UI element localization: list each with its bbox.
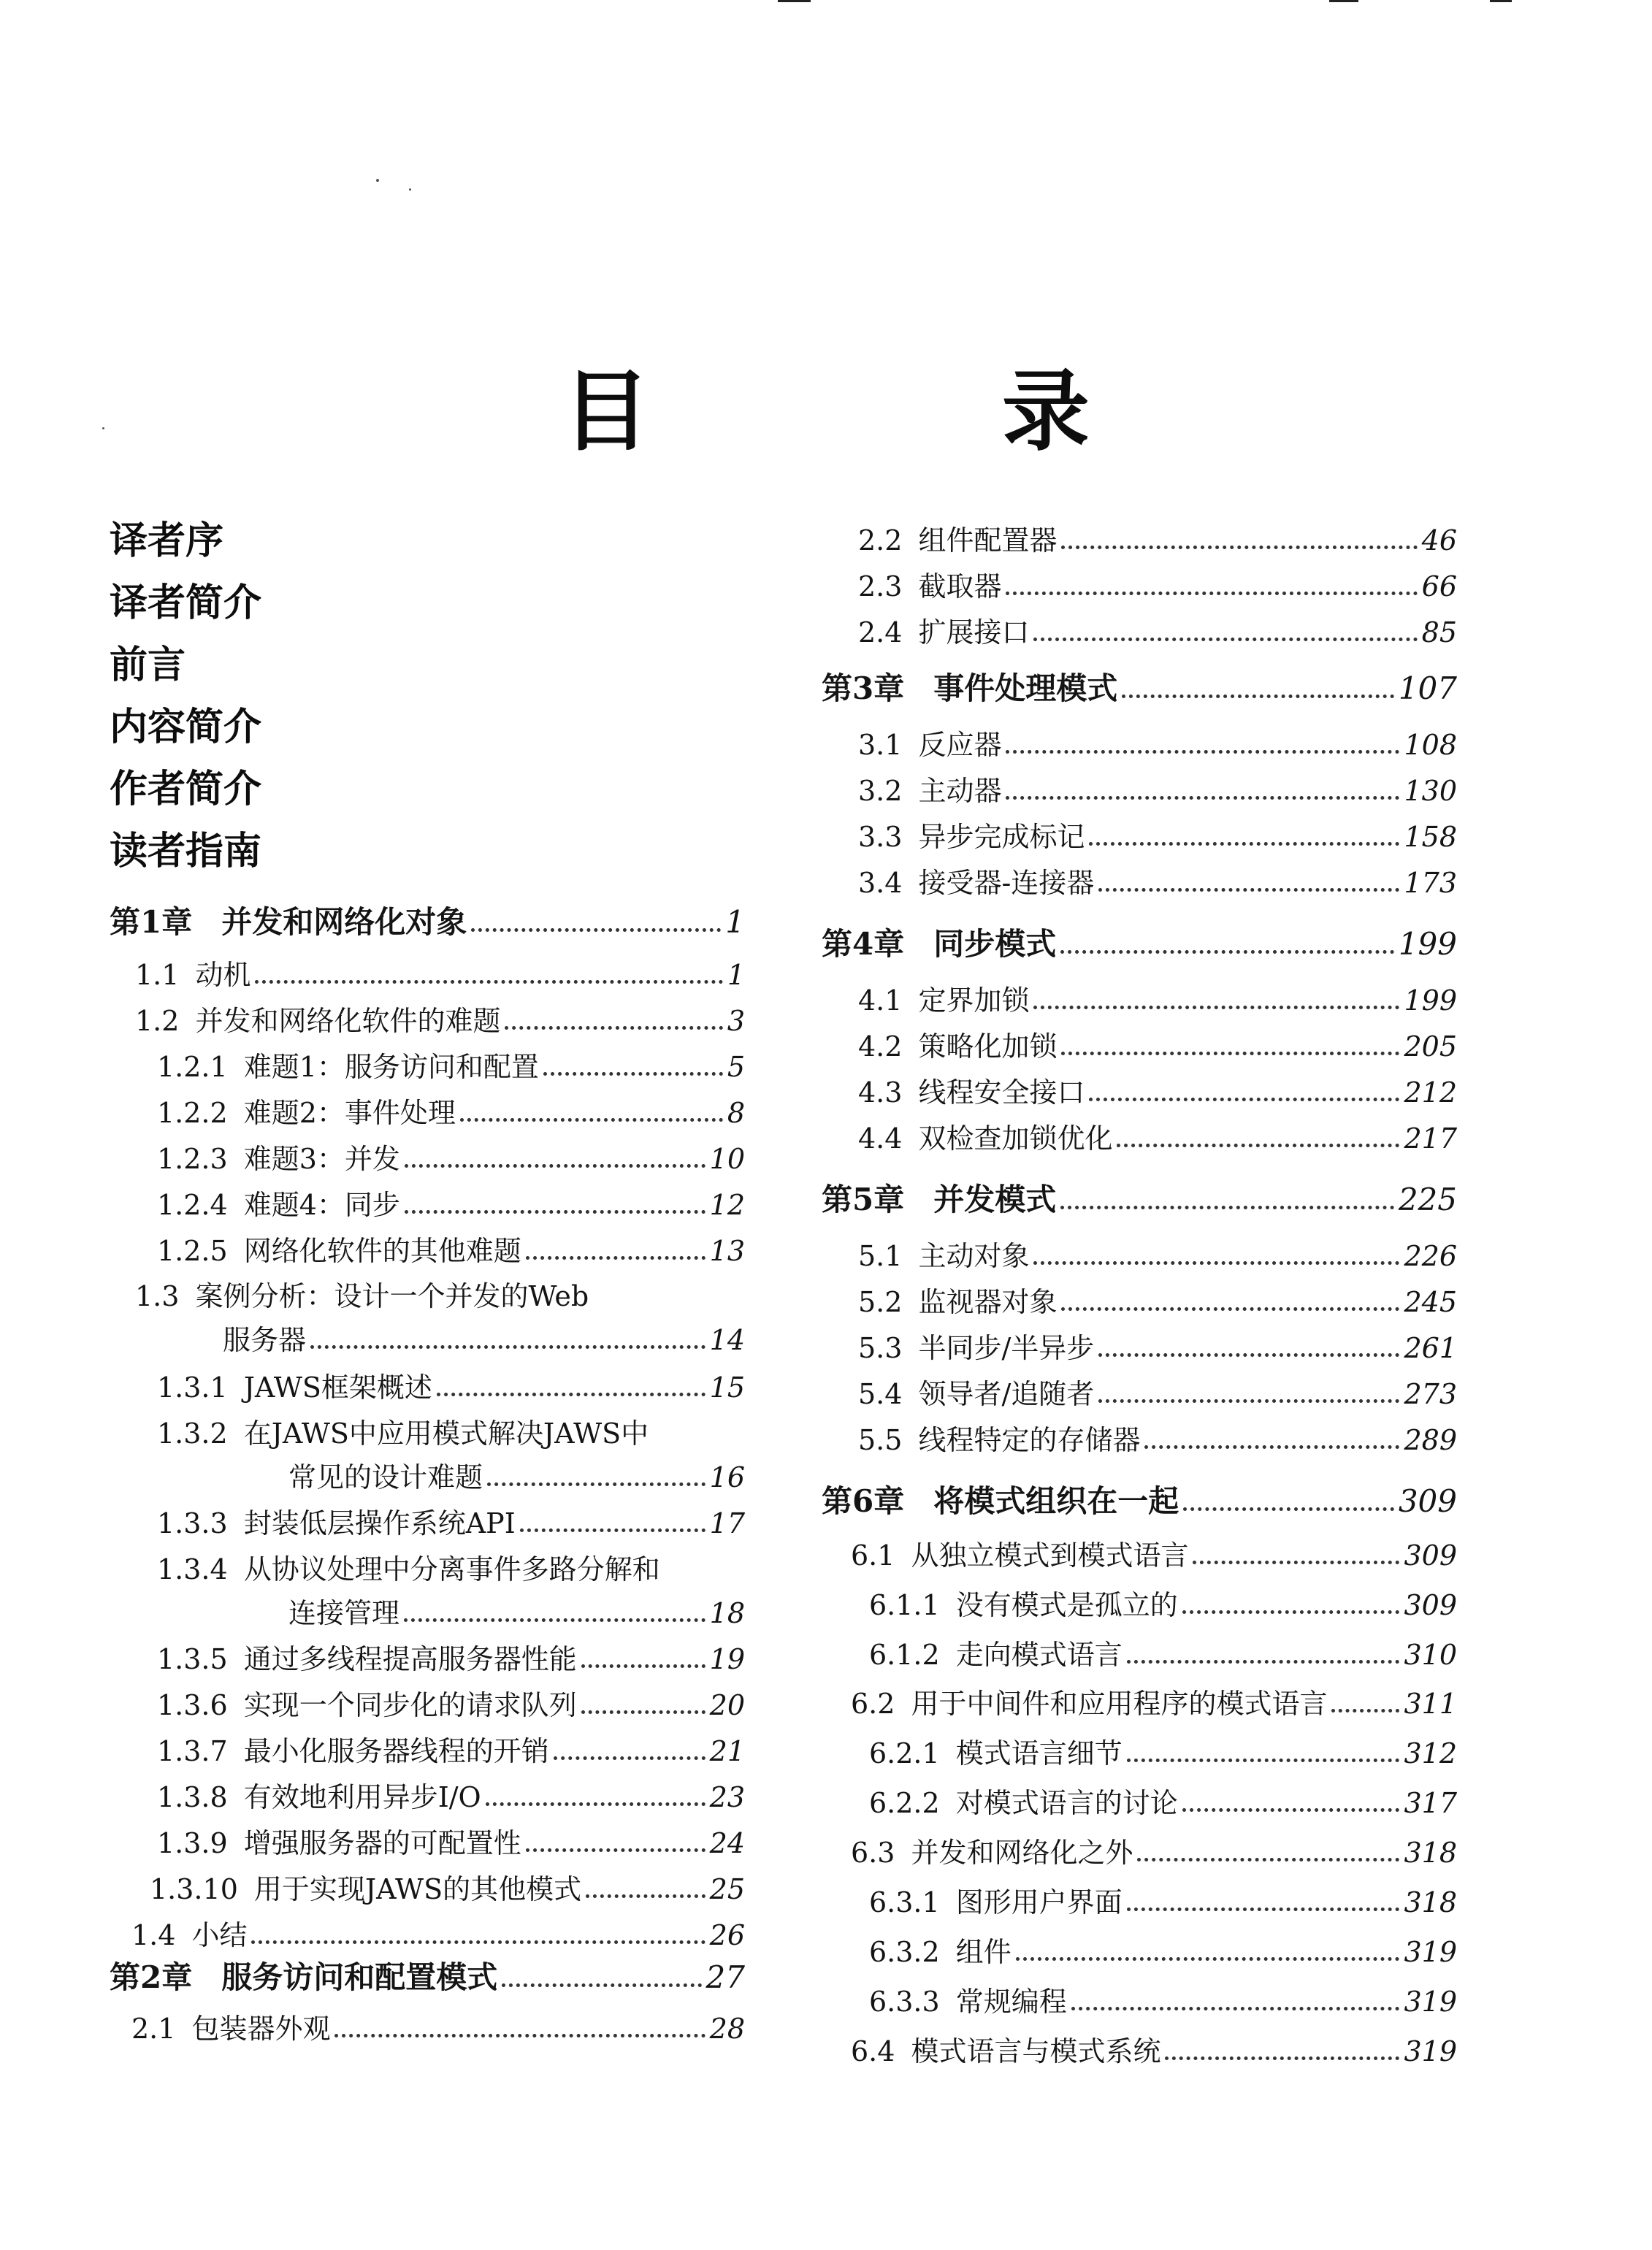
page-number: 309 xyxy=(1404,1589,1457,1621)
entry-title: 没有模式是孤立的 xyxy=(955,1589,1178,1621)
toc-section-entry[interactable] xyxy=(858,526,1457,556)
dot-leader xyxy=(1182,1808,1400,1812)
page-number: 26 xyxy=(709,1919,745,1951)
entry-number: 第3章 xyxy=(822,670,905,706)
entry-title: 事件处理模式 xyxy=(933,670,1118,706)
entry-number: 6.1 xyxy=(851,1539,895,1572)
page-number: 309 xyxy=(1404,1539,1457,1572)
dot-leader xyxy=(1006,592,1417,595)
dot-leader xyxy=(505,1026,722,1030)
dot-leader xyxy=(1098,888,1399,892)
page-number: 13 xyxy=(709,1235,745,1267)
page-number: 130 xyxy=(1404,775,1457,807)
toc-section-entry[interactable] xyxy=(858,618,1457,648)
front-matter-item[interactable]: 译者简介 xyxy=(110,581,262,625)
dot-leader xyxy=(1061,546,1417,549)
page-number: 289 xyxy=(1404,1424,1457,1456)
dot-leader xyxy=(471,928,721,932)
entry-title: 有效地利用异步I/O xyxy=(243,1781,481,1813)
page-number: 25 xyxy=(709,1873,745,1905)
page-number: 18 xyxy=(709,1597,745,1629)
page-number: 21 xyxy=(709,1735,745,1767)
toc-section-entry[interactable] xyxy=(150,1875,745,1905)
front-matter-item[interactable]: 读者指南 xyxy=(110,829,262,873)
page-number: 1 xyxy=(727,959,745,991)
scan-speck xyxy=(409,188,411,191)
page-number: 318 xyxy=(1404,1837,1457,1869)
dot-leader xyxy=(437,1393,705,1396)
toc-section-entry[interactable] xyxy=(157,1737,745,1767)
toc-section-entry[interactable] xyxy=(157,1555,745,1585)
scan-speck xyxy=(376,179,379,182)
dot-leader xyxy=(1127,1759,1400,1762)
entry-title: 增强服务器的可配置性 xyxy=(243,1827,521,1859)
toc-section-entry[interactable] xyxy=(858,822,1457,853)
entry-number: 6.2.2 xyxy=(869,1787,940,1819)
entry-title: 包装器外观 xyxy=(191,2013,331,2045)
entry-title-continued: 连接管理 xyxy=(288,1597,400,1629)
entry-title: 走向模式语言 xyxy=(955,1639,1123,1671)
entry-title: 对模式语言的讨论 xyxy=(955,1787,1178,1819)
entry-number: 4.1 xyxy=(858,984,903,1017)
entry-number: 6.1.1 xyxy=(869,1589,940,1621)
entry-number: 1.3.5 xyxy=(157,1643,228,1675)
entry-number: 6.1.2 xyxy=(869,1639,940,1671)
entry-title: 异步完成标记 xyxy=(918,821,1085,853)
dot-leader xyxy=(1122,694,1394,698)
page-number: 212 xyxy=(1404,1076,1457,1109)
page-number: 217 xyxy=(1404,1122,1457,1155)
page-number: 318 xyxy=(1404,1886,1457,1918)
entry-title: 模式语言细节 xyxy=(955,1737,1123,1769)
toc-section-entry[interactable] xyxy=(869,1739,1457,1769)
page-number: 24 xyxy=(709,1827,745,1859)
entry-number: 1.4 xyxy=(131,1919,176,1951)
entry-number: 5.5 xyxy=(858,1424,903,1456)
toc-section-entry[interactable] xyxy=(858,1287,1457,1318)
toc-section-entry[interactable] xyxy=(131,2014,745,2045)
entry-title: 动机 xyxy=(195,959,251,991)
front-matter-item[interactable]: 作者简介 xyxy=(110,767,262,811)
dot-leader xyxy=(334,2034,705,2037)
entry-number: 5.1 xyxy=(858,1240,903,1272)
entry-title: 用于中间件和应用程序的模式语言 xyxy=(911,1688,1328,1720)
page-number: 28 xyxy=(709,2013,745,2045)
page-number: 15 xyxy=(709,1371,745,1404)
entry-number: 6.3 xyxy=(851,1837,895,1869)
page-number: 66 xyxy=(1421,570,1457,602)
dot-leader xyxy=(1071,2007,1400,2010)
page-number: 3 xyxy=(727,1005,745,1037)
dot-leader xyxy=(526,1848,705,1852)
toc-chapter-entry[interactable] xyxy=(822,927,1457,961)
toc-chapter-entry[interactable] xyxy=(110,1961,745,1994)
entry-number: 2.1 xyxy=(131,2013,176,2045)
entry-number: 4.3 xyxy=(858,1076,903,1109)
page-number: 107 xyxy=(1398,670,1457,706)
dot-leader xyxy=(1117,1144,1399,1147)
entry-title: 图形用户界面 xyxy=(955,1886,1123,1918)
entry-number: 5.4 xyxy=(858,1378,903,1410)
entry-number: 6.3.3 xyxy=(869,1986,940,2018)
entry-title: 扩展接口 xyxy=(918,616,1030,648)
dot-leader xyxy=(1033,1006,1399,1009)
toc-section-entry[interactable] xyxy=(858,1078,1457,1109)
dot-leader xyxy=(487,1482,705,1486)
entry-title: 领导者/追随者 xyxy=(918,1378,1095,1410)
entry-title: 从协议处理中分离事件多路分解和 xyxy=(243,1553,660,1585)
scan-edge-mark xyxy=(778,0,811,2)
page-number: 261 xyxy=(1404,1332,1457,1364)
page-number: 27 xyxy=(705,1959,745,1995)
toc-section-entry[interactable] xyxy=(157,1783,745,1813)
entry-title: 通过多线程提高服务器性能 xyxy=(243,1643,577,1675)
toc-section-entry[interactable] xyxy=(858,1333,1457,1364)
page-number: 273 xyxy=(1404,1378,1457,1410)
toc-section-entry[interactable] xyxy=(157,1691,745,1721)
entry-title: 用于实现JAWS的其他模式 xyxy=(253,1873,582,1905)
page-number: 12 xyxy=(709,1189,745,1221)
entry-title: 截取器 xyxy=(918,570,1002,602)
dot-leader xyxy=(1165,2056,1399,2060)
entry-title: 小结 xyxy=(191,1919,248,1951)
dot-leader xyxy=(1331,1709,1399,1713)
entry-title: 线程特定的存储器 xyxy=(918,1424,1141,1456)
entry-title: 封装低层操作系统API xyxy=(243,1507,516,1539)
entry-title: 并发和网络化对象 xyxy=(221,904,467,940)
dot-leader xyxy=(486,1802,705,1806)
entry-number: 第1章 xyxy=(110,904,193,940)
entry-number: 1.1 xyxy=(135,959,180,991)
dot-leader xyxy=(1127,1907,1400,1911)
entry-title: 并发模式 xyxy=(933,1182,1057,1217)
toc-section-entry[interactable] xyxy=(869,1987,1457,2018)
page-number: 319 xyxy=(1404,1986,1457,2018)
entry-title-continued: 常见的设计难题 xyxy=(288,1461,483,1493)
dot-leader xyxy=(581,1664,705,1668)
dot-leader xyxy=(586,1894,705,1898)
dot-leader xyxy=(502,1983,701,1987)
dot-leader xyxy=(1193,1561,1399,1564)
toc-section-entry[interactable] xyxy=(157,1829,745,1859)
toc-chapter-entry[interactable] xyxy=(110,906,745,939)
toc-section-entry[interactable] xyxy=(135,960,745,991)
toc-section-entry[interactable] xyxy=(858,868,1457,899)
toc-section-entry[interactable] xyxy=(157,1509,745,1539)
entry-number: 1.2.5 xyxy=(157,1235,228,1267)
page-number: 226 xyxy=(1404,1240,1457,1272)
page-number: 173 xyxy=(1404,867,1457,899)
entry-number: 5.3 xyxy=(858,1332,903,1364)
toc-section-entry[interactable] xyxy=(858,730,1457,761)
dot-leader xyxy=(1183,1507,1394,1511)
entry-number: 1.2 xyxy=(135,1005,180,1037)
entry-number: 2.4 xyxy=(858,616,903,648)
dot-leader xyxy=(1006,750,1399,754)
dot-leader xyxy=(1033,638,1417,641)
toc-section-entry[interactable] xyxy=(858,1426,1457,1456)
entry-number: 6.2 xyxy=(851,1688,895,1720)
entry-number: 1.3.8 xyxy=(157,1781,228,1813)
entry-title: 模式语言与模式系统 xyxy=(911,2035,1161,2067)
dot-leader xyxy=(1060,950,1394,954)
toc-entry-continuation[interactable] xyxy=(223,1325,745,1356)
page-number: 199 xyxy=(1398,926,1457,962)
dot-leader xyxy=(1098,1399,1399,1403)
dot-leader xyxy=(460,1118,723,1122)
page-number: 319 xyxy=(1404,1936,1457,1968)
toc-section-entry[interactable] xyxy=(157,1419,745,1450)
toc-section-entry[interactable] xyxy=(869,1591,1457,1621)
entry-title: 反应器 xyxy=(918,729,1002,761)
entry-number: 3.2 xyxy=(858,775,903,807)
dot-leader xyxy=(405,1164,705,1168)
toc-section-entry[interactable] xyxy=(858,776,1457,807)
entry-title: 实现一个同步化的请求队列 xyxy=(243,1689,577,1721)
entry-number: 1.3.1 xyxy=(157,1371,228,1404)
entry-number: 5.2 xyxy=(858,1286,903,1318)
dot-leader xyxy=(1061,1052,1399,1055)
page-number: 245 xyxy=(1404,1286,1457,1318)
toc-section-entry[interactable] xyxy=(858,572,1457,602)
entry-title: 最小化服务器线程的开销 xyxy=(243,1735,549,1767)
front-matter-item[interactable]: 前言 xyxy=(110,643,186,687)
entry-title: 常规编程 xyxy=(955,1986,1067,2018)
entry-title: 服务访问和配置模式 xyxy=(221,1959,498,1995)
entry-title: 在JAWS中应用模式解决JAWS中 xyxy=(243,1417,649,1450)
toc-section-entry[interactable] xyxy=(858,1380,1457,1410)
entry-number: 6.3.2 xyxy=(869,1936,940,1968)
entry-title: 策略化加锁 xyxy=(918,1030,1058,1063)
entry-number: 1.3.6 xyxy=(157,1689,228,1721)
front-matter-item[interactable]: 译者序 xyxy=(110,519,224,563)
dot-leader xyxy=(1033,1261,1399,1265)
page-number: 199 xyxy=(1404,984,1457,1017)
entry-number: 1.2.3 xyxy=(157,1143,228,1175)
toc-section-entry[interactable] xyxy=(869,1888,1457,1918)
dot-leader xyxy=(255,980,722,984)
entry-title: 难题4：同步 xyxy=(243,1189,400,1221)
dot-leader xyxy=(1089,842,1399,846)
page-number: 317 xyxy=(1404,1787,1457,1819)
entry-title: 监视器对象 xyxy=(918,1286,1058,1318)
entry-number: 1.3.9 xyxy=(157,1827,228,1859)
toc-entry-continuation[interactable] xyxy=(288,1463,745,1493)
entry-number: 第6章 xyxy=(822,1483,905,1519)
toc-section-entry[interactable] xyxy=(851,2037,1457,2067)
dot-leader xyxy=(1127,1660,1400,1664)
entry-number: 1.2.2 xyxy=(157,1097,228,1129)
page-number: 16 xyxy=(709,1461,745,1493)
dot-leader xyxy=(543,1072,723,1076)
page-number: 319 xyxy=(1404,2035,1457,2067)
entry-number: 1.2.4 xyxy=(157,1189,228,1221)
entry-title: 半同步/半异步 xyxy=(918,1332,1095,1364)
toc-section-entry[interactable] xyxy=(135,1006,745,1037)
toc-section-entry[interactable] xyxy=(157,1144,745,1175)
entry-title: 定界加锁 xyxy=(918,984,1030,1017)
page-number: 311 xyxy=(1404,1688,1457,1720)
entry-number: 4.4 xyxy=(858,1122,903,1155)
page-number: 23 xyxy=(709,1781,745,1813)
entry-number: 3.1 xyxy=(858,729,903,761)
page-number: 108 xyxy=(1404,729,1457,761)
entry-title: 双检查加锁优化 xyxy=(918,1122,1113,1155)
entry-title: 线程安全接口 xyxy=(918,1076,1085,1109)
toc-section-entry[interactable] xyxy=(869,1937,1457,1968)
toc-section-entry[interactable] xyxy=(157,1236,745,1267)
entry-number: 1.3.2 xyxy=(157,1417,228,1450)
entry-number: 3.3 xyxy=(858,821,903,853)
entry-number: 2.2 xyxy=(858,524,903,556)
toc-section-entry[interactable] xyxy=(157,1098,745,1129)
entry-number: 1.3.10 xyxy=(150,1873,238,1905)
dot-leader xyxy=(520,1528,705,1532)
dot-leader xyxy=(1144,1445,1399,1449)
entry-title: 主动对象 xyxy=(918,1240,1030,1272)
entry-title: 组件 xyxy=(955,1936,1012,1968)
page-number: 158 xyxy=(1404,821,1457,853)
dot-leader xyxy=(526,1256,705,1260)
page-number: 19 xyxy=(709,1643,745,1675)
entry-title: 同步模式 xyxy=(933,926,1057,962)
entry-number: 1.3 xyxy=(135,1280,180,1312)
page-title: 目 录 xyxy=(562,361,1250,463)
toc-section-entry[interactable] xyxy=(157,1190,745,1221)
toc-section-entry[interactable] xyxy=(869,1640,1457,1671)
entry-title: 案例分析：设计一个并发的Web xyxy=(195,1280,589,1312)
entry-title: JAWS框架概述 xyxy=(243,1371,432,1404)
entry-number: 6.3.1 xyxy=(869,1886,940,1918)
toc-section-entry[interactable] xyxy=(157,1373,745,1404)
entry-number: 第2章 xyxy=(110,1959,193,1995)
page-number: 205 xyxy=(1404,1030,1457,1063)
page-number: 85 xyxy=(1421,616,1457,648)
dot-leader xyxy=(581,1710,705,1714)
scan-speck xyxy=(102,427,104,429)
entry-number: 4.2 xyxy=(858,1030,903,1063)
entry-number: 第5章 xyxy=(822,1182,905,1217)
scan-edge-mark xyxy=(1490,0,1512,2)
dot-leader xyxy=(1006,796,1399,800)
dot-leader xyxy=(554,1756,705,1760)
toc-section-entry[interactable] xyxy=(157,1052,745,1083)
toc-chapter-entry[interactable] xyxy=(822,1485,1457,1518)
page-number: 8 xyxy=(727,1097,745,1129)
page-number: 225 xyxy=(1398,1182,1457,1217)
dot-leader xyxy=(1061,1307,1399,1311)
toc-section-entry[interactable] xyxy=(858,1124,1457,1155)
entry-number: 1.3.7 xyxy=(157,1735,228,1767)
toc-section-entry[interactable] xyxy=(851,1838,1457,1869)
page-number: 14 xyxy=(709,1324,745,1356)
toc-chapter-entry[interactable] xyxy=(822,672,1457,705)
toc-section-entry[interactable] xyxy=(131,1921,745,1951)
entry-title-continued: 服务器 xyxy=(223,1324,307,1356)
entry-number: 1.3.4 xyxy=(157,1553,228,1585)
toc-section-entry[interactable] xyxy=(858,1241,1457,1272)
page-number: 5 xyxy=(727,1051,745,1083)
toc-section-entry[interactable] xyxy=(858,986,1457,1017)
toc-section-entry[interactable] xyxy=(858,1032,1457,1063)
page-number: 10 xyxy=(709,1143,745,1175)
dot-leader xyxy=(1098,1353,1399,1357)
toc-section-entry[interactable] xyxy=(869,1788,1457,1819)
toc-entry-continuation[interactable] xyxy=(288,1599,745,1629)
page-number: 20 xyxy=(709,1689,745,1721)
page-number: 17 xyxy=(709,1507,745,1539)
entry-title: 网络化软件的其他难题 xyxy=(243,1235,521,1267)
entry-title: 组件配置器 xyxy=(918,524,1058,556)
entry-title: 并发和网络化之外 xyxy=(911,1837,1133,1869)
dot-leader xyxy=(1089,1098,1399,1101)
entry-number: 3.4 xyxy=(858,867,903,899)
toc-chapter-entry[interactable] xyxy=(822,1183,1457,1217)
toc-section-entry[interactable] xyxy=(851,1689,1457,1720)
entry-title: 难题2：事件处理 xyxy=(243,1097,456,1129)
dot-leader xyxy=(1137,1858,1399,1861)
entry-title: 难题1：服务访问和配置 xyxy=(243,1051,539,1083)
entry-number: 6.4 xyxy=(851,2035,895,2067)
toc-section-entry[interactable] xyxy=(157,1645,745,1675)
entry-number: 6.2.1 xyxy=(869,1737,940,1769)
toc-section-entry[interactable] xyxy=(135,1282,745,1312)
entry-title: 接受器-连接器 xyxy=(918,867,1095,899)
entry-number: 1.2.1 xyxy=(157,1051,228,1083)
page-number: 46 xyxy=(1421,524,1457,556)
entry-title: 将模式组织在一起 xyxy=(933,1483,1179,1519)
page-number: 312 xyxy=(1404,1737,1457,1769)
dot-leader xyxy=(405,1210,705,1214)
toc-section-entry[interactable] xyxy=(851,1541,1457,1572)
dot-leader xyxy=(310,1345,705,1349)
page-number: 1 xyxy=(725,904,745,940)
entry-number: 第4章 xyxy=(822,926,905,962)
dot-leader xyxy=(1182,1610,1400,1614)
scan-edge-mark xyxy=(1329,0,1358,2)
entry-title: 主动器 xyxy=(918,775,1002,807)
entry-title: 从独立模式到模式语言 xyxy=(911,1539,1189,1572)
dot-leader xyxy=(404,1618,705,1622)
page-number: 310 xyxy=(1404,1639,1457,1671)
entry-number: 2.3 xyxy=(858,570,903,602)
dot-leader xyxy=(1016,1957,1400,1961)
page-number: 309 xyxy=(1398,1483,1457,1519)
entry-number: 1.3.3 xyxy=(157,1507,228,1539)
entry-title: 难题3：并发 xyxy=(243,1143,400,1175)
dot-leader xyxy=(1060,1206,1394,1209)
dot-leader xyxy=(251,1940,705,1944)
entry-title: 并发和网络化软件的难题 xyxy=(195,1005,501,1037)
front-matter-item[interactable]: 内容简介 xyxy=(110,705,262,749)
